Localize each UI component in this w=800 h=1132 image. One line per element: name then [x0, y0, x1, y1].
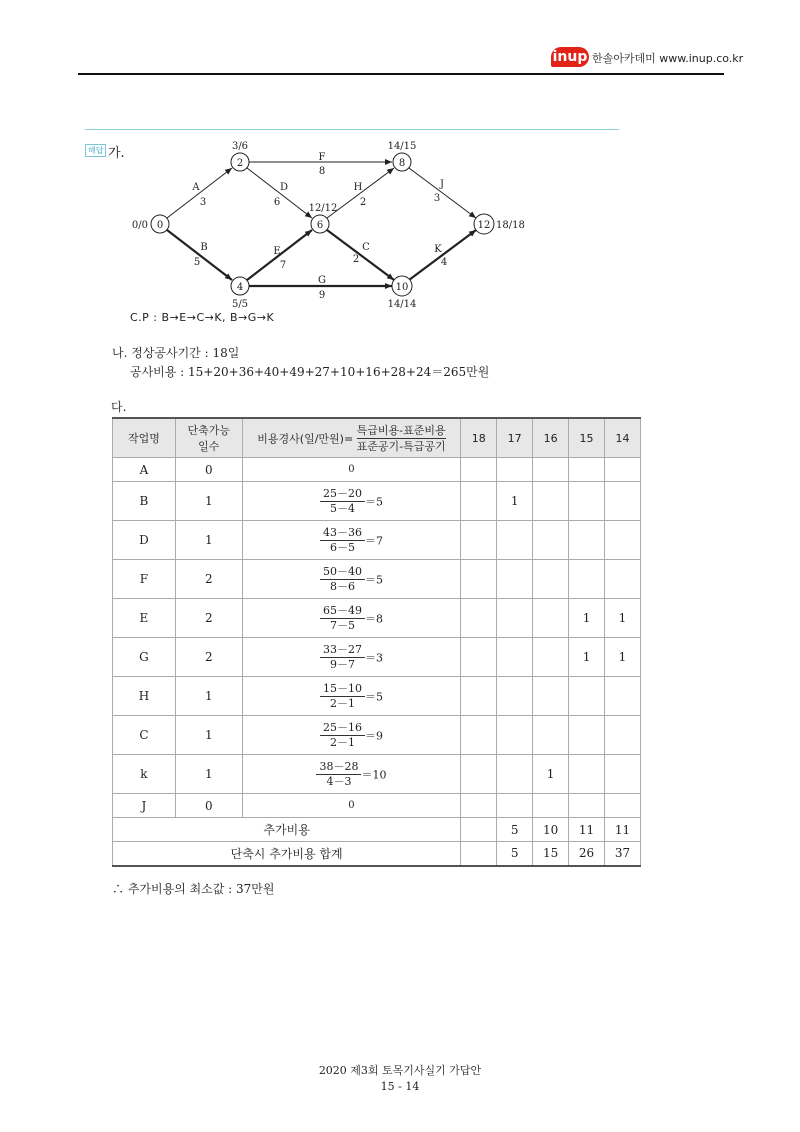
node-8 [393, 153, 411, 171]
section-rule [85, 129, 619, 130]
page-number: 15 - 14 [380, 1080, 420, 1093]
header-day-18: 18 [461, 418, 497, 458]
activity-F-duration: 8 [318, 166, 326, 177]
svg-text:2: 2 [236, 158, 244, 169]
header-day-15: 15 [569, 418, 605, 458]
node-2 [231, 153, 249, 171]
activity-H-duration: 2 [359, 197, 367, 208]
svg-text:0: 0 [156, 220, 164, 231]
critical-path-text: C.P : B→E→C→K, B→G→K [130, 311, 275, 324]
table-row: H 1 $\frac{15-10}{2-1}$ ＝5 [113, 677, 641, 716]
svg-text:10: 10 [395, 282, 409, 293]
total-cost-line: 공사비용 : 15+20+36+40+49+27+10+16+28+24＝265만원 [130, 365, 490, 379]
header-cost-slope: 비용경사(일/만원)= $\frac{\text{특급비용-표준비용}}{\text{표준공기-특급공기}}$ [242, 418, 461, 458]
activity-C-arrow [327, 230, 394, 280]
activity-E-name: E [273, 246, 281, 257]
table-row: G 2 $\frac{33-27}{9-7}$ ＝3 1 1 [113, 638, 641, 677]
node-0 [151, 215, 169, 233]
activity-J-duration: 3 [433, 193, 441, 204]
activity-D-name: D [279, 182, 289, 193]
node-10-times: 14/14 [387, 299, 417, 310]
activity-A-arrow [167, 168, 232, 218]
activity-E-duration: 7 [279, 260, 287, 271]
header-day-16: 16 [533, 418, 569, 458]
header-rule [78, 73, 724, 75]
svg-text:6: 6 [316, 220, 324, 231]
activity-G-duration: 9 [318, 290, 326, 301]
header-crashable-days: 단축가능 일수 [175, 418, 242, 458]
node-6-times: 12/12 [308, 203, 338, 214]
node-0-times: 0/0 [131, 220, 148, 231]
table-row: C 1 $\frac{25-16}{2-1}$ ＝9 [113, 716, 641, 755]
activity-C-name: C [362, 242, 370, 253]
node-6 [311, 215, 329, 233]
part-da-label: 다. [111, 400, 127, 414]
table-row: E 2 $\frac{65-49}{7-5}$ ＝8 1 1 [113, 599, 641, 638]
part-ga-label: 가. [108, 146, 125, 161]
svg-text:4: 4 [236, 282, 244, 293]
additional-cost-row: 추가비용 5 10 11 11 [113, 818, 641, 842]
node-4 [231, 277, 249, 295]
activity-K-name: K [434, 244, 442, 255]
activity-D-duration: 6 [273, 197, 281, 208]
node-2-times: 3/6 [231, 141, 249, 152]
header-day-14: 14 [604, 418, 640, 458]
brand-text: 한솔아카데미 www.inup.co.kr [592, 52, 744, 65]
activity-B-arrow [167, 230, 232, 280]
table-header-row [113, 418, 641, 458]
table-row: B 1 $\frac{25-20}{5-4}$ ＝5 1 [113, 482, 641, 521]
part-na-duration: 나. 정상공사기간 : 18일 [112, 346, 240, 360]
table-row: D 1 $\frac{43-36}{6-5}$ ＝7 [113, 521, 641, 560]
svg-text:8: 8 [398, 158, 406, 169]
activity-G-name: G [318, 275, 326, 286]
crash-cost-table [112, 417, 641, 867]
node-8-times: 14/15 [387, 141, 417, 152]
activity-A-duration: 3 [199, 197, 207, 208]
table-row: k 1 $\frac{38-28}{4-3}$ ＝10 1 [113, 755, 641, 794]
node-12-times: 18/18 [496, 220, 525, 231]
activity-K-duration: 4 [440, 257, 448, 268]
activity-J-arrow [409, 168, 476, 218]
answer-tag: 해답 [85, 144, 106, 157]
activity-D-arrow [247, 168, 312, 218]
table-row: A 0 0 [113, 458, 641, 482]
table-row: J 0 0 [113, 794, 641, 818]
activity-B-duration: 5 [193, 257, 201, 268]
activity-A-name: A [192, 182, 200, 193]
footer-title: 2020 제3회 토목기사실기 가답안 [318, 1064, 482, 1077]
header-task: 작업명 [113, 418, 176, 458]
activity-H-name: H [353, 182, 363, 193]
node-10 [392, 276, 412, 296]
node-12 [474, 214, 494, 234]
header-day-17: 17 [497, 418, 533, 458]
minimum-cost-conclusion: ∴ 추가비용의 최소값 : 37만원 [112, 882, 275, 896]
node-4-times: 5/5 [231, 299, 249, 310]
activity-B-name: B [200, 242, 208, 253]
table-row: F 2 $\frac{50-40}{8-6}$ ＝5 [113, 560, 641, 599]
activity-J-name: J [439, 179, 445, 190]
network-diagram [120, 135, 540, 310]
activity-F-name: F [318, 152, 326, 163]
svg-text:12: 12 [477, 220, 491, 231]
activity-C-duration: 2 [352, 254, 360, 265]
inup-logo: inup [552, 49, 588, 65]
activity-K-arrow [409, 230, 476, 280]
cumulative-cost-row: 단축시 추가비용 합계 5 15 26 37 [113, 842, 641, 866]
